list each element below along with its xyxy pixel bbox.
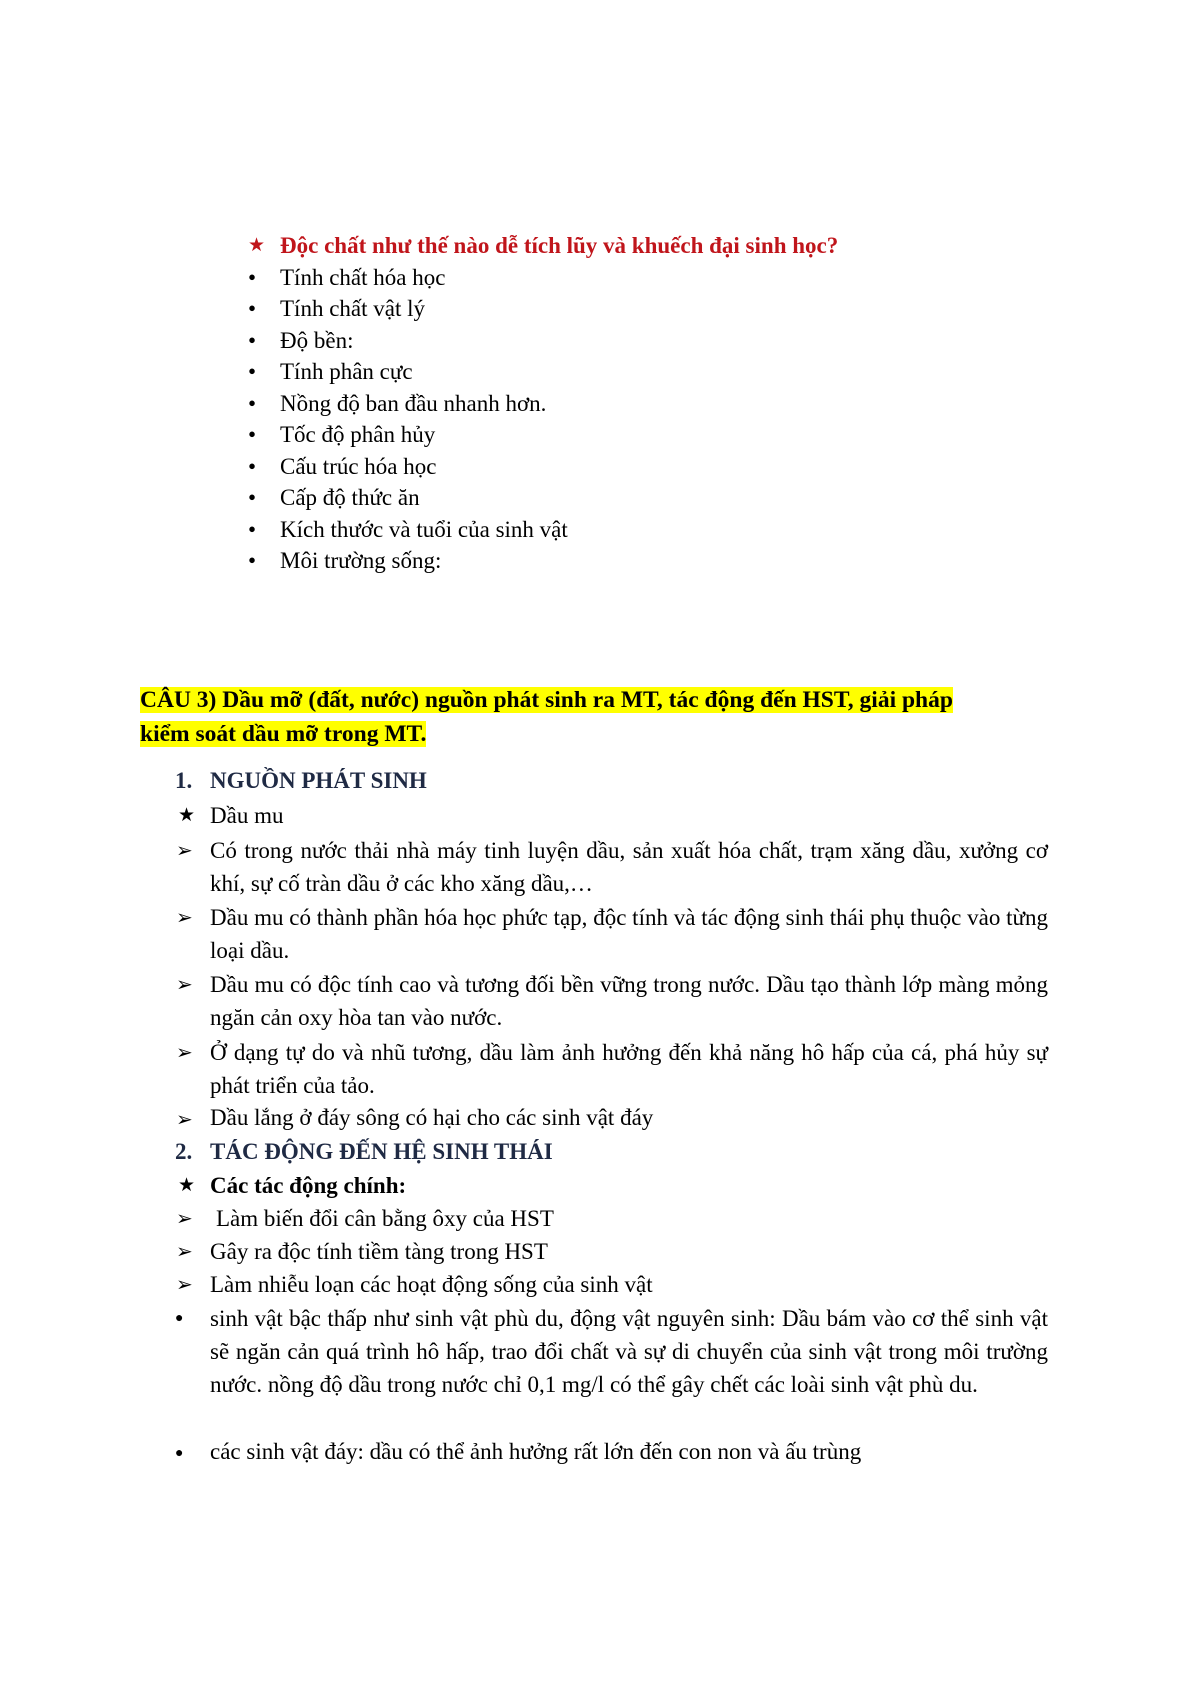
bullet-icon: • [248,485,257,510]
part2-title: TÁC ĐỘNG ĐẾN HỆ SINH THÁI [210,1139,553,1164]
list-item: Làm biến đổi cân bằng ôxy của HST [216,1206,554,1231]
list-item: Nồng độ ban đầu nhanh hơn. [280,391,547,416]
list-item: Dầu lắng ở đáy sông có hại cho các sinh vật đáy [210,1105,654,1130]
list-item: sinh vật bậc thấp như sinh vật phù du, động vật nguyên sinh: Dầu bám vào cơ thể sinh vật sẽ ngăn cản quá trình hô hấp, trao đổi chất và sự di chuyển của sinh vật trong môi trường nước. nồng độ dầu trong nước chỉ 0,1 mg/l có thể gây chết các loài sinh vật phù du. [210,1306,1048,1397]
bullet-icon: • [248,517,257,542]
arrow-icon: ➢ [176,1042,193,1064]
list-item: Ở dạng tự do và nhũ tương, dầu làm ảnh hưởng đến khả năng hô hấp của cá, phá hủy sự phát triển của tảo. [210,1040,1048,1098]
list-item: các sinh vật đáy: dầu có thể ảnh hưởng rất lớn đến con non và ấu trùng [210,1439,862,1464]
list-item: Cấp độ thức ăn [280,485,420,510]
arrow-icon: ➢ [176,840,193,862]
part2-number: 2. [175,1139,193,1164]
part1-number: 1. [175,768,193,793]
arrow-icon: ➢ [176,1274,193,1296]
cau3-heading-line2 [140,719,426,749]
dot-icon: ● [175,1446,184,1461]
part1-title: NGUỒN PHÁT SINH [210,768,427,793]
star-icon: ★ [178,1175,196,1196]
list-item: Môi trường sống: [280,548,442,573]
bullet-icon: • [248,265,257,290]
list-item: Tính chất hóa học [280,265,446,290]
cau3-heading-line1 [140,685,953,715]
question-heading: Độc chất như thế nào dễ tích lũy và khuếch đại sinh học? [280,233,839,258]
list-item: Cấu trúc hóa học [280,454,437,479]
bullet-icon: • [248,454,257,479]
arrow-icon: ➢ [176,1109,193,1131]
list-item: Độ bền: [280,328,354,353]
bullet-icon: • [248,422,257,447]
arrow-icon: ➢ [176,1208,193,1230]
list-item: Tính phân cực [280,359,413,384]
arrow-icon: ➢ [176,974,193,996]
bullet-icon: • [248,359,257,384]
list-item: Tốc độ phân hủy [280,422,436,447]
cau3-heading-highlight: kiểm soát dầu mỡ trong MT. [140,721,427,747]
list-item: Làm nhiễu loạn các hoạt động sống của sinh vật [210,1272,653,1297]
arrow-icon: ➢ [176,1241,193,1263]
list-item: Gây ra độc tính tiềm tàng trong HST [210,1239,548,1264]
list-item: Dầu mu có thành phần hóa học phức tạp, độc tính và tác động sinh thái phụ thuộc vào từng loại dầu. [210,905,1048,963]
list-item: Tính chất vật lý [280,296,425,321]
dot-icon: ● [175,1311,184,1326]
star-icon: ★ [248,235,266,256]
part2-star-item: Các tác động chính: [210,1173,407,1198]
part1-star-item: Dầu mu [210,803,284,828]
bullet-icon: • [248,548,257,573]
bullet-icon: • [248,391,257,416]
bullet-icon: • [248,328,257,353]
cau3-heading-highlight: CÂU 3) Dầu mỡ (đất, nước) nguồn phát sinh ra MT, tác động đến HST, giải pháp [140,687,953,713]
list-item: Kích thước và tuổi của sinh vật [280,517,568,542]
bullet-icon: • [248,296,257,321]
star-icon: ★ [178,805,196,826]
arrow-icon: ➢ [176,907,193,929]
list-item: Dầu mu có độc tính cao và tương đối bền vững trong nước. Dầu tạo thành lớp màng mỏng ngăn cản oxy hòa tan vào nước. [210,972,1048,1030]
list-item: Có trong nước thải nhà máy tinh luyện dầu, sản xuất hóa chất, trạm xăng dầu, xưởng cơ khí, sự cố tràn dầu ở các kho xăng dầu,… [210,838,1048,896]
